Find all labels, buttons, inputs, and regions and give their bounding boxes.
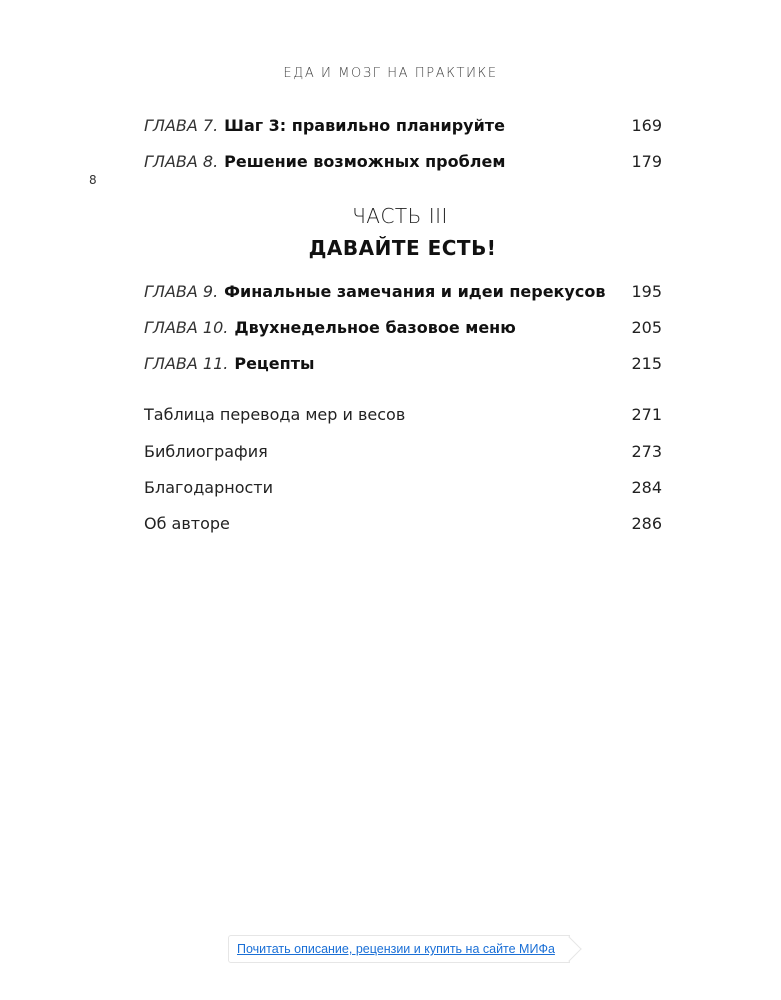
toc-entry-text xyxy=(144,318,516,337)
toc-entry-chapter-9 xyxy=(144,282,662,308)
toc-entry-acknowledgements xyxy=(144,478,662,504)
page-ref: 169 xyxy=(631,116,662,135)
toc-entry-text xyxy=(144,282,605,301)
page-ref: 195 xyxy=(631,282,662,301)
page-ref: 179 xyxy=(631,152,662,171)
toc-entry-chapter-8 xyxy=(144,152,662,178)
page-ref: 205 xyxy=(631,318,662,337)
page-ref: 273 xyxy=(631,442,662,461)
page-ref: 284 xyxy=(631,478,662,497)
chapter-label: ГЛАВА 11. xyxy=(144,354,229,373)
toc-entry-chapter-10 xyxy=(144,318,662,344)
part-label: ЧАСТЬ III xyxy=(352,204,448,228)
back-matter-title: Таблица перевода мер и весов xyxy=(144,405,406,424)
page-ref: 286 xyxy=(631,514,662,533)
chapter-label: ГЛАВА 9. xyxy=(144,282,219,301)
running-head: ЕДА И МОЗГ НА ПРАКТИКЕ xyxy=(283,66,498,81)
toc-entry-text xyxy=(144,116,505,135)
toc-entry-about-author xyxy=(144,514,662,540)
toc-entry-chapter-11 xyxy=(144,354,662,380)
chapter-title: Финальные замечания и идеи перекусов xyxy=(224,282,606,301)
back-matter-title: Благодарности xyxy=(144,478,273,497)
page-number: 8 xyxy=(89,173,97,187)
chapter-title: Шаг 3: правильно планируйте xyxy=(224,116,505,135)
toc-entry-text xyxy=(144,152,505,171)
part-title: ДАВАЙТЕ ЕСТЬ! xyxy=(308,236,497,260)
page-ref: 215 xyxy=(631,354,662,373)
chapter-label: ГЛАВА 8. xyxy=(144,152,219,171)
back-matter-title: Библиография xyxy=(144,442,268,461)
chapter-label: ГЛАВА 7. xyxy=(144,116,219,135)
buy-on-mif-link[interactable] xyxy=(228,935,570,963)
page-ref: 271 xyxy=(631,405,662,424)
chapter-title: Рецепты xyxy=(234,354,315,373)
toc-entry-chapter-7 xyxy=(144,116,662,142)
chapter-title: Решение возможных проблем xyxy=(224,152,506,171)
chapter-title: Двухнедельное базовое меню xyxy=(234,318,516,337)
chapter-label: ГЛАВА 10. xyxy=(144,318,229,337)
toc-entry-bibliography xyxy=(144,442,662,468)
buy-on-mif-link-text: Почитать описание, рецензии и купить на сайте МИФа xyxy=(237,942,555,956)
toc-entry-text xyxy=(144,354,314,373)
back-matter-title: Об авторе xyxy=(144,514,230,533)
toc-entry-conversion-table xyxy=(144,405,662,431)
